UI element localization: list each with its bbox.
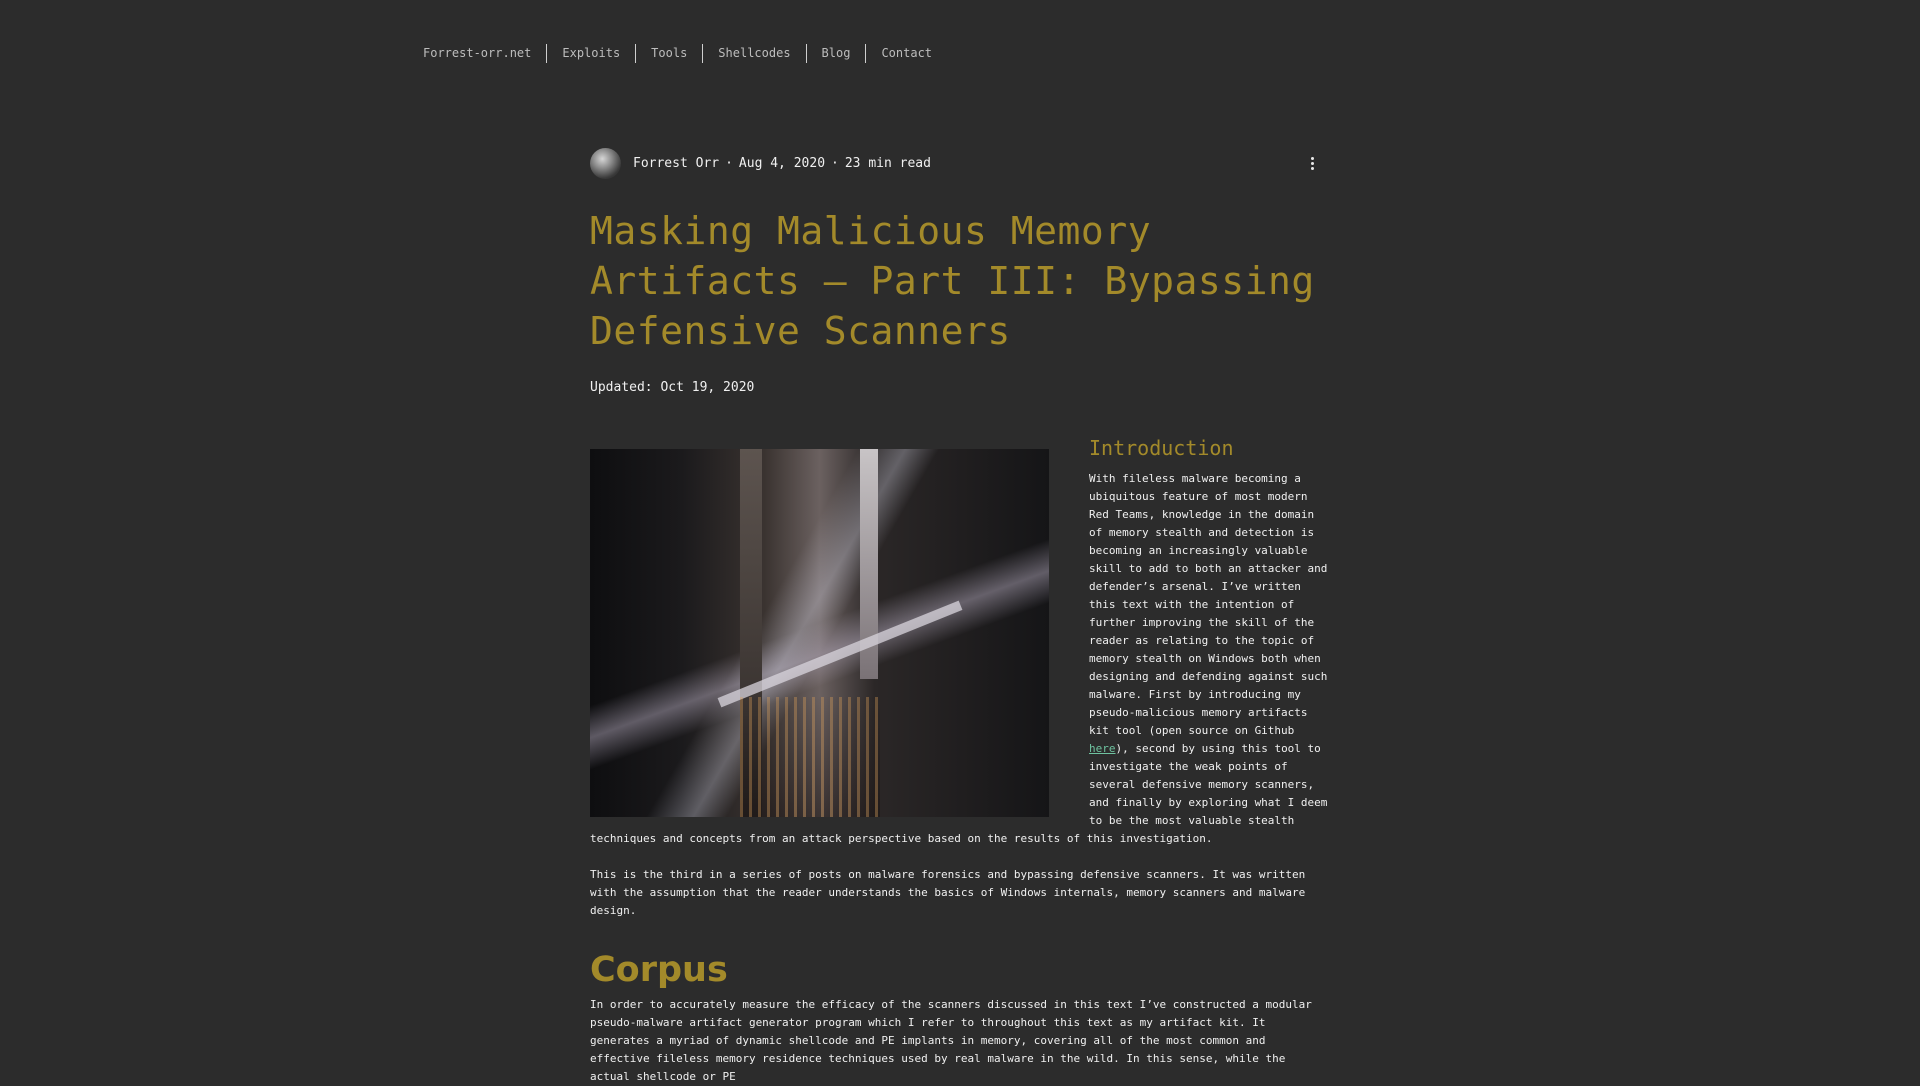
nav-shellcodes[interactable]: Shellcodes [702,44,805,63]
intro-paragraph-2: This is the third in a series of posts on malware forensics and bypassing defensive scanners. It was written with the assumption that the reader understands the basics of Windows internals, memory scanners and malware design. [590,868,1306,917]
read-time: 23 min read [844,155,931,171]
meta-separator: · [725,155,733,171]
post-meta [590,146,1330,180]
corpus-paragraph: In order to accurately measure the efficacy of the scanners discussed in this text I’ve constructed a modular pseudo-malware artifact generator program which I refer to throughout this text as my artifact kit. It generates a myriad of dynamic shellcode and PE implants in memory, covering all of the most common and effective fileless memory residence techniques used by real malware in the wild. In this sense, while the actual shellcode or PE [590,998,1312,1083]
intro-text-2: ), second by using this tool to investigate the weak points of several defensive memory scanners, and finally by exploring what I deem to be the most valuable stealth techniques and concepts from an attack perspective based on the results of this investigation. [590,742,1328,845]
nav-blog[interactable]: Blog [806,44,866,63]
updated-date: Updated: Oct 19, 2020 [590,380,755,395]
nav-exploits[interactable]: Exploits [546,44,635,63]
post-title: Masking Malicious Memory Artifacts – Part III: Bypassing Defensive Scanners [590,209,1315,353]
dot [1311,157,1314,160]
github-link[interactable]: here [1089,742,1116,755]
post-content [590,436,1330,1086]
nav-contact[interactable]: Contact [865,44,947,63]
intro-heading: Introduction [1089,436,1234,460]
more-vertical-icon[interactable] [1300,151,1324,175]
dot [1311,167,1314,170]
blog-post [590,146,1330,1083]
post-meta-text [633,156,931,171]
dot [1311,162,1314,165]
nav-tools[interactable]: Tools [635,44,702,63]
meta-separator: · [831,155,839,171]
hero-detail [740,697,880,817]
nav-home[interactable]: Forrest-orr.net [423,46,532,60]
hero-image [590,449,1049,817]
intro-text-1: With fileless malware becoming a ubiquitous feature of most modern Red Teams, knowledge in the domain of memory stealth and detection is becoming an increasingly valuable skill to add to both an attacker and defender’s arsenal. I’ve written this text with the intention of further improving the skill of the reader as relating to the topic of memory stealth on Windows both when designing and defending against such malware. First by introducing my pseudo-malicious memory artifacts kit tool (open source on Github [1089,472,1328,737]
top-nav [410,44,947,63]
author-name[interactable]: Forrest Orr [633,155,720,171]
corpus-heading: Corpus [590,950,728,990]
post-date: Aug 4, 2020 [738,155,826,171]
author-avatar[interactable] [590,148,621,179]
